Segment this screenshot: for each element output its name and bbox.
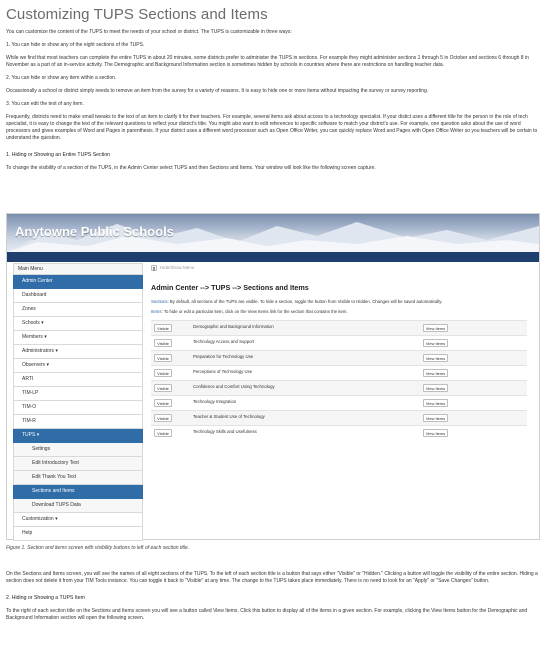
visible-toggle-button[interactable]: Visible — [154, 369, 172, 377]
menu-item[interactable]: TIM-LP — [13, 387, 143, 401]
items-note — [151, 309, 348, 314]
point-1: 1. You can hide or show any of the eight sections of the TUPS. — [6, 42, 145, 48]
section-row — [151, 395, 527, 410]
section-1-heading: 1. Hiding or Showing an Entire TUPS Section — [6, 152, 110, 158]
view-items-button[interactable]: View Items — [423, 414, 448, 422]
section-title: Demographic and Background Information — [193, 324, 274, 329]
menu-item[interactable]: ARTI — [13, 373, 143, 387]
section-title: Preparation for Technology Use — [193, 354, 254, 359]
view-items-button[interactable]: View Items — [423, 429, 448, 437]
screen-capture — [6, 213, 540, 540]
menu-item[interactable]: TIM-O — [13, 401, 143, 415]
menu-item[interactable]: TIM-R — [13, 415, 143, 429]
main-menu-head[interactable]: Main Menu — [13, 263, 143, 275]
sections-table — [151, 320, 527, 440]
section-title: Confidence and Comfort Using Technology — [193, 384, 275, 389]
main-panel — [147, 263, 533, 531]
point-3: 3. You can edit the text of any item. — [6, 101, 84, 107]
menu-item[interactable]: Download TUPS Data — [13, 499, 143, 513]
visible-toggle-button[interactable]: Visible — [154, 384, 172, 392]
hamburger-icon[interactable] — [151, 265, 157, 271]
page-title: Customizing TUPS Sections and Items — [6, 6, 268, 23]
section-2-text: To the right of each section title on the Sections and Items screen you will see a button called View Items. Click this button to display all of the items in a given section. For example, clicking the View Items button for the Demographic and Background Information section will open the following screen. — [6, 608, 528, 621]
section-title: Technology Access and Support — [193, 339, 255, 344]
menu-item[interactable]: Administrators ▾ — [13, 345, 143, 359]
panel-title: Admin Center --> TUPS --> Sections and Items — [151, 283, 309, 292]
section-row — [151, 365, 527, 380]
menu-item[interactable]: Sections and Items — [13, 485, 143, 499]
section-2-heading: 2. Hiding or Showing a TUPS Item — [6, 595, 85, 601]
after-section — [6, 545, 544, 622]
menu-item[interactable]: Settings — [13, 443, 143, 457]
section-title: Perceptions of Technology Use — [193, 369, 253, 374]
section-row — [151, 410, 527, 425]
point-2: 2. You can hide or show any item within a section. — [6, 75, 117, 81]
section-title: Technology Skills and Usefulness — [193, 429, 257, 434]
document — [6, 0, 544, 172]
top-navbar — [7, 252, 539, 262]
visible-toggle-button[interactable]: Visible — [154, 324, 172, 332]
menu-item[interactable]: Observers ▾ — [13, 359, 143, 373]
section-title: Technology Integration — [193, 399, 237, 404]
section-1-text: To change the visibility of a section of the TUPS, in the Admin Center select TUPS and then Sections and Items. Your window will look like the following screen capture. — [6, 165, 376, 171]
menu-item[interactable]: Members ▾ — [13, 331, 143, 345]
menu-item[interactable]: Help — [13, 527, 143, 541]
visible-toggle-button[interactable]: Visible — [154, 354, 172, 362]
view-items-button[interactable]: View Items — [423, 384, 448, 392]
section-title: Teacher & Student Use of Technology — [193, 414, 265, 419]
banner-title: Anytowne Public Schools — [15, 224, 174, 239]
hide-show-menu[interactable] — [151, 265, 194, 271]
point-2-text: Occassionally a school or district simply needs to remove an item from the survey for a variety of reasons. It is easy to hide one or more items without impacting the survey or survey reporting. — [6, 88, 429, 94]
point-1-text: While we find that most teachers can complete the entire TUPS in about 20 minutes, some districts prefer to administer the TUPS in sections. For example they might administer sections 1 through 5 in October and sections 6 through 8 in November as a part of an in-service activity. The Demographic and Background Information section is sometimes hidden by schools in countries where there are restrictions on handling teacher data. — [6, 55, 529, 68]
main-menu — [13, 263, 143, 541]
visible-toggle-button[interactable]: Visible — [154, 399, 172, 407]
menu-item[interactable]: Dashboard — [13, 289, 143, 303]
section-row — [151, 350, 527, 365]
banner — [7, 214, 539, 252]
figure-caption: Figure 1. Section and items screen with visibility buttons to left of each section title. — [6, 545, 190, 551]
section-row — [151, 380, 527, 395]
intro-paragraph: You can customize the content of the TUPS to meet the needs of your school or district. The TUPS is customizable in three ways: — [6, 29, 292, 35]
menu-item[interactable]: Customization ▾ — [13, 513, 143, 527]
section-row — [151, 425, 527, 440]
view-items-button[interactable]: View Items — [423, 399, 448, 407]
hide-show-menu-label: Hide/Show Menu — [160, 265, 195, 271]
menu-item[interactable]: Edit Thank You Text — [13, 471, 143, 485]
menu-item[interactable]: Edit Introductory Text — [13, 457, 143, 471]
visible-toggle-button[interactable]: Visible — [154, 429, 172, 437]
visible-toggle-button[interactable]: Visible — [154, 414, 172, 422]
visible-toggle-button[interactable]: Visible — [154, 339, 172, 347]
view-items-button[interactable]: View Items — [423, 339, 448, 347]
section-row — [151, 335, 527, 350]
menu-item[interactable]: Zones — [13, 303, 143, 317]
items-note-text: To hide or edit a particular item, click on the View Items link for the section that contains the item. — [162, 309, 348, 314]
sections-note-text: By default, all sections of the TUPS are visible. To hide a section, toggle the button from Visible to Hidden. Changes will be saved automatically. — [168, 299, 443, 304]
sections-note-label: Sections: — [151, 299, 169, 304]
items-note-label: Items: — [151, 309, 163, 314]
menu-item[interactable]: Schools ▾ — [13, 317, 143, 331]
section-row — [151, 320, 527, 335]
menu-item[interactable]: TUPS ▾ — [13, 429, 143, 443]
view-items-button[interactable]: View Items — [423, 369, 448, 377]
view-items-button[interactable]: View Items — [423, 354, 448, 362]
view-items-button[interactable]: View Items — [423, 324, 448, 332]
after-paragraph: On the Sections and Items screen, you will see the names of all eight sections of the TUPS. To the left of each section title is a button that says either "Visible" or "Hidden." Clicking a button will toggle the visibility of the entire section. Hiding a section does not delete it from your TIM Tools instance. You can toggle it back to "Visible" at any time. The change to the TUPS takes place immediately. There is no need to look for an "Apply" or "Save Changes" button. — [6, 571, 538, 584]
menu-item[interactable]: Admin Center — [13, 275, 143, 289]
sections-note — [151, 299, 442, 304]
point-3-text: Frequently, districts need to make small tweaks to the text of an item to clarify it for their teachers. For example, several items ask about access to a technology specialist. If your distict uses a different title for the person in the role of tech specialist, it is easy to change the text of the relevant questions to reflect your district's title. You might also want to edit references to specific software to match your district's use. For example, one question asks about the use of word processors and gives examples of Word and Pages in parenthesis. If your district uses a different word processor such as Open Office Writer, you can quickly replace Word and Pages with Open Office Writer so you teachers will be certain to understand the question. — [6, 114, 538, 141]
